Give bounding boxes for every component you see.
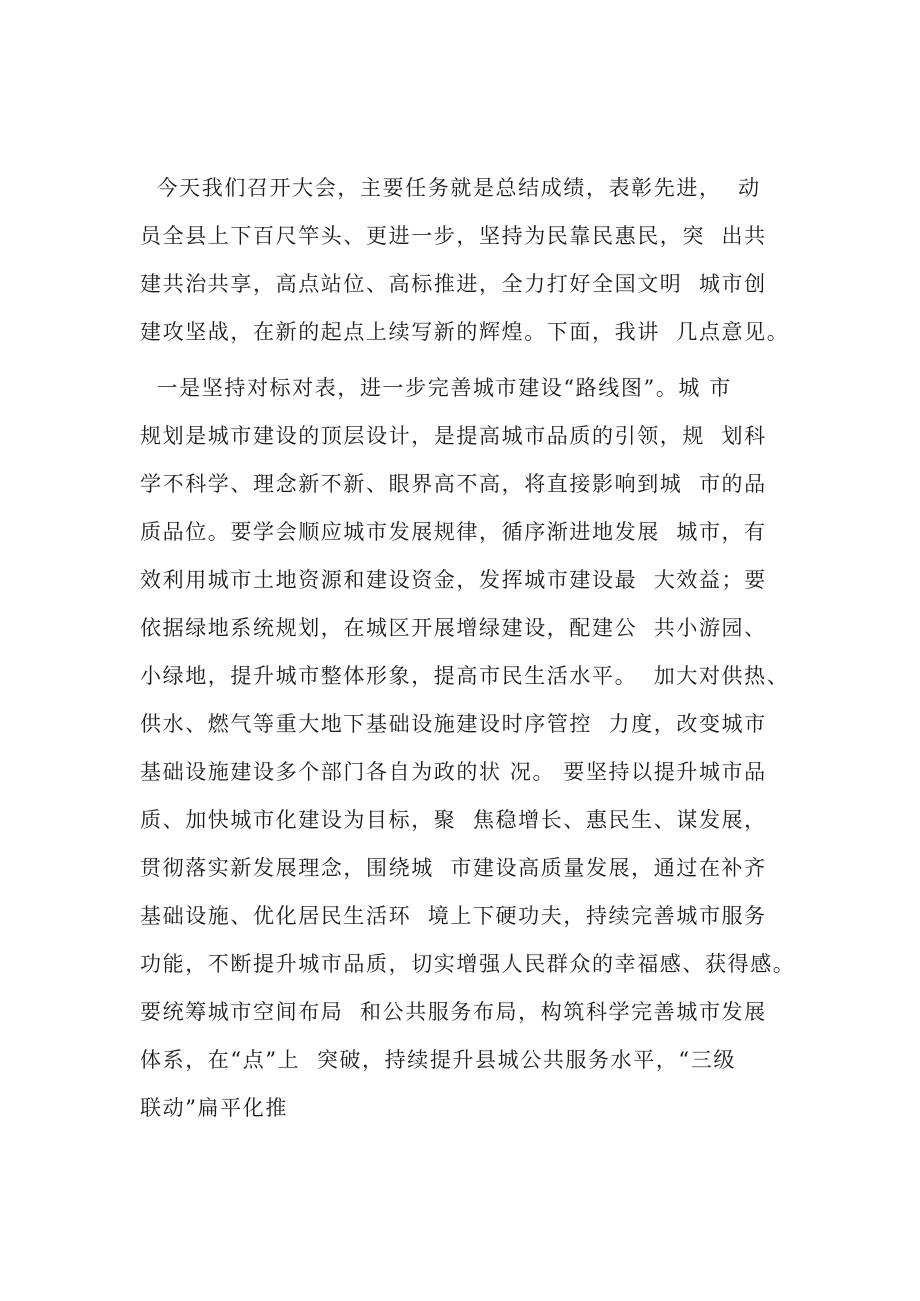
- paragraph-2-line-11: 贯彻落实新发展理念，围绕城 市建设高质量发展，通过在补齐: [140, 856, 767, 880]
- paragraph-2-line-12: 基础设施、优化居民生活环 境上下硬功夫，持续完善城市服务: [140, 904, 767, 928]
- paragraph-1-line-3: 建共治共享，高点站位、高标推进，全力打好全国文明 城市创: [140, 272, 767, 296]
- paragraph-1-line-1: 今天我们召开大会，主要任务就是总结成绩，表彰先进， 动: [140, 176, 761, 200]
- paragraph-2-line-9: 基础设施建设多个部门各自为政的状 况。 要坚持以提升城市品: [140, 760, 767, 784]
- paragraph-2-line-5: 效利用城市土地资源和建设资金，发挥城市建设最 大效益；要: [140, 568, 767, 592]
- paragraph-1-line-4: 建攻坚战，在新的起点上续写新的辉煌。下面，我讲 几点意见。: [140, 320, 790, 344]
- paragraph-2-line-15: 体系，在“点”上 突破，持续提升县城公共服务水平，“三级: [140, 1048, 736, 1072]
- paragraph-2-line-10: 质、加快城市化建设为目标，聚 焦稳增长、惠民生、谋发展，: [140, 808, 767, 832]
- paragraph-2-line-2: 规划是城市建设的顶层设计，是提高城市品质的引领，规 划科: [140, 424, 767, 448]
- paragraph-1-line-2: 员全县上下百尺竿头、更进一步，坚持为民靠民惠民，突 出共: [140, 224, 767, 248]
- paragraph-2-line-4: 质品位。要学会顺应城市发展规律，循序渐进地发展 城市，有: [140, 520, 767, 544]
- paragraph-2-line-7: 小绿地，提升城市整体形象，提高市民生活水平。 加大对供热、: [140, 664, 790, 688]
- paragraph-2-line-3: 学不科学、理念新不新、眼界高不高，将直接影响到城 市的品: [140, 472, 767, 496]
- paragraph-2-line-16: 联动”扁平化推: [140, 1096, 288, 1120]
- paragraph-2-line-13: 功能，不断提升城市品质，切实增强人民群众的幸福感、获得感。: [140, 952, 796, 976]
- paragraph-2-line-8: 供水、燃气等重大地下基础设施建设时序管控 力度，改变城市: [140, 712, 767, 736]
- paragraph-2-line-14: 要统筹城市空间布局 和公共服务布局，构筑科学完善城市发展: [140, 1000, 767, 1024]
- paragraph-2-line-1: 一是坚持对标对表，进一步完善城市建设“路线图”。城 市: [140, 376, 732, 400]
- paragraph-2-line-6: 依据绿地系统规划，在城区开展增绿建设，配建公 共小游园、: [140, 616, 767, 640]
